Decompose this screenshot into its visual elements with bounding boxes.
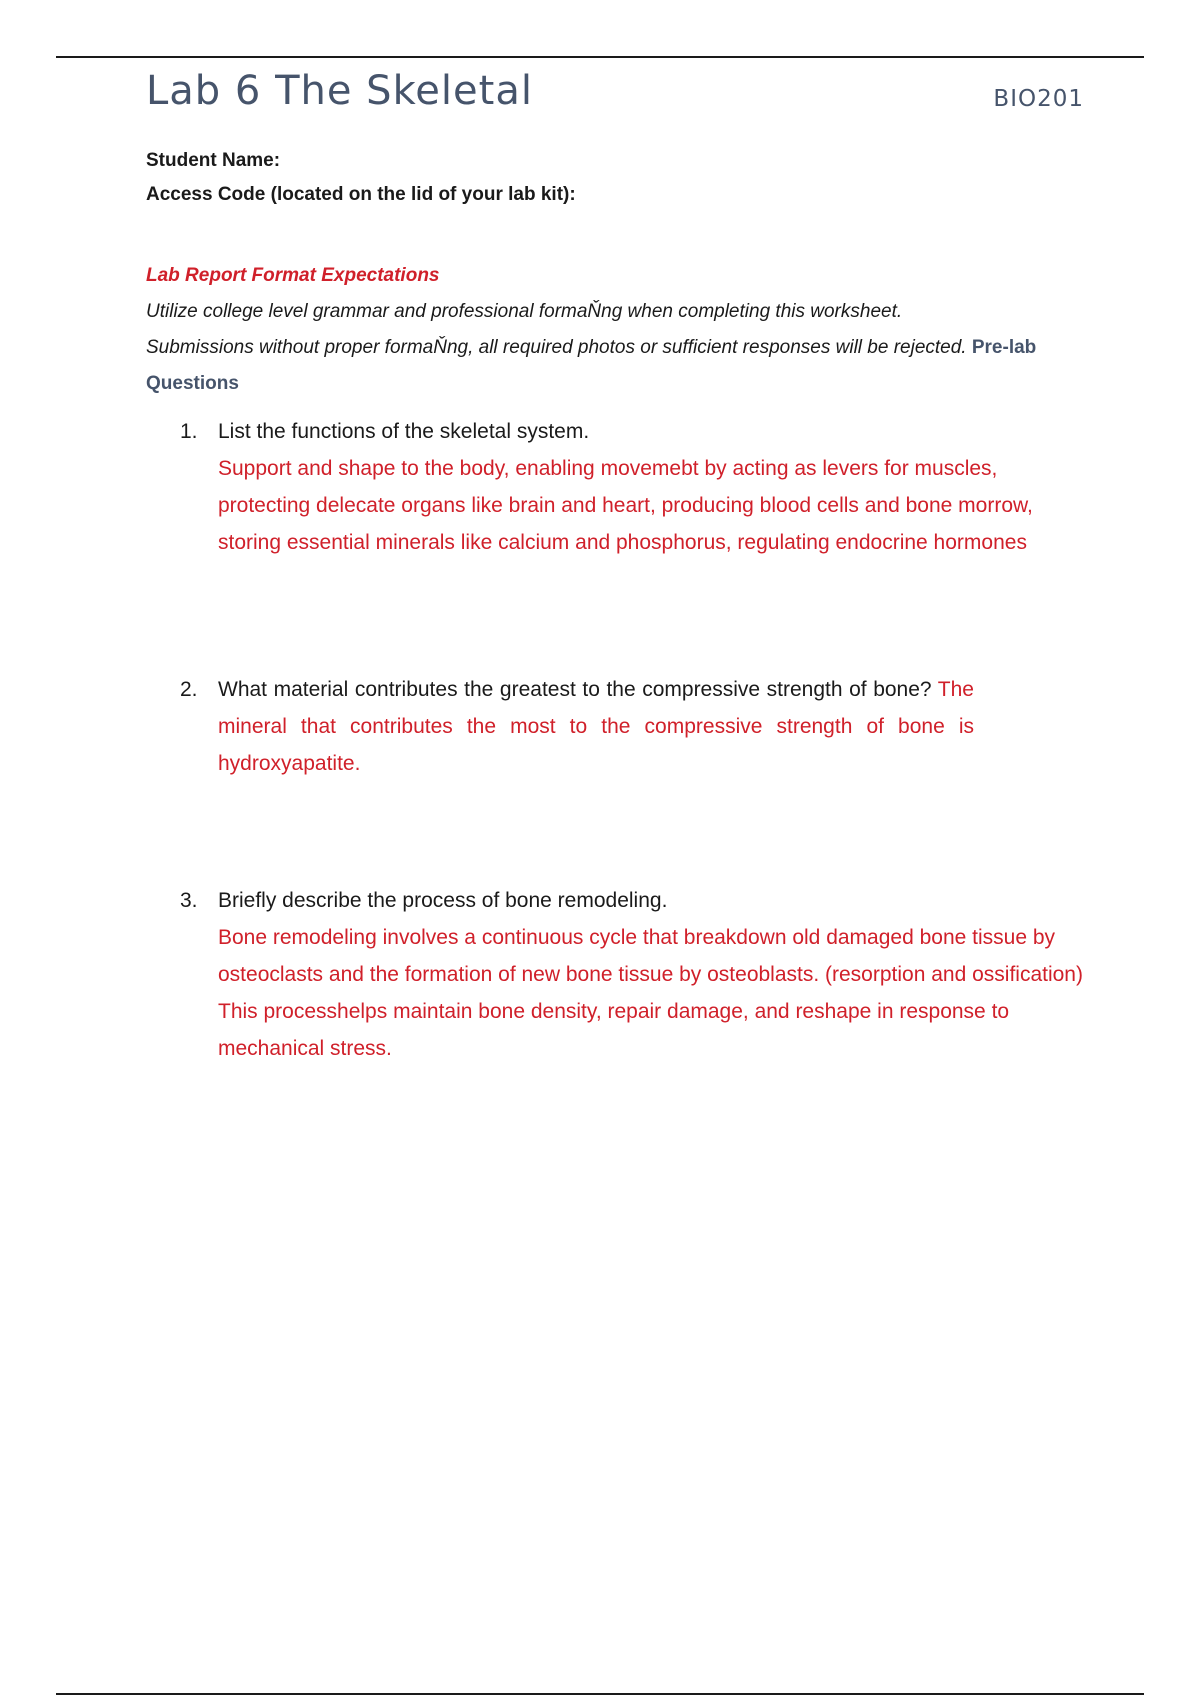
answer-text: Support and shape to the body, enabling movemebt by acting as levers for muscles, protecting delecate organs like brain and heart, producing blood cells and bone morrow, storing essential minerals like calcium and phosphorus, regulating endocrine hormones: [218, 457, 1033, 554]
page-title: Lab 6 The Skeletal: [146, 68, 533, 114]
format-expectations-line-2: Submissions without proper formaŇng, all required photos or sufficient responses will be rejected.: [146, 337, 967, 358]
question-number: 3.: [180, 889, 198, 912]
question-text: What material contributes the greatest to the compressive strength of bone?: [218, 678, 932, 701]
student-name-label: Student Name:: [146, 150, 281, 171]
question-item: [180, 882, 1090, 1067]
answer-text: Bone remodeling involves a continuous cycle that breakdown old damaged bone tissue by osteoclasts and the formation of new bone tissue by osteoblasts. (resorption and ossification) This processhelps maintain bone density, repair damage, and reshape in response to mechanical stress.: [218, 926, 1083, 1060]
course-code: BIO201: [993, 86, 1084, 112]
spacer: [180, 561, 1090, 671]
question-text: Briefly describe the process of bone remodeling.: [218, 889, 668, 912]
question-text: List the functions of the skeletal system.: [218, 420, 590, 443]
question-number: 2.: [180, 678, 198, 701]
format-expectations-heading: Lab Report Format Expectations: [146, 265, 440, 286]
spacer: [180, 782, 1090, 882]
question-item: [180, 413, 1090, 561]
prelab-question-list: [180, 413, 1090, 1067]
footer-rule: [56, 1693, 1144, 1695]
format-expectations: [146, 258, 1086, 402]
access-code-label: Access Code (located on the lid of your lab kit):: [146, 184, 576, 205]
question-item: [180, 671, 974, 782]
question-number: 1.: [180, 420, 198, 443]
answer-text: The mineral that contributes the most to the compressive strength of bone is hydroxyapatite.: [218, 678, 974, 775]
student-info-fields: [146, 144, 576, 212]
prelab-questions-heading: Pre-lab Questions: [146, 337, 1037, 394]
format-expectations-line-1: Utilize college level grammar and professional formaŇng when completing this worksheet.: [146, 301, 903, 322]
header-rule: [56, 56, 1144, 58]
